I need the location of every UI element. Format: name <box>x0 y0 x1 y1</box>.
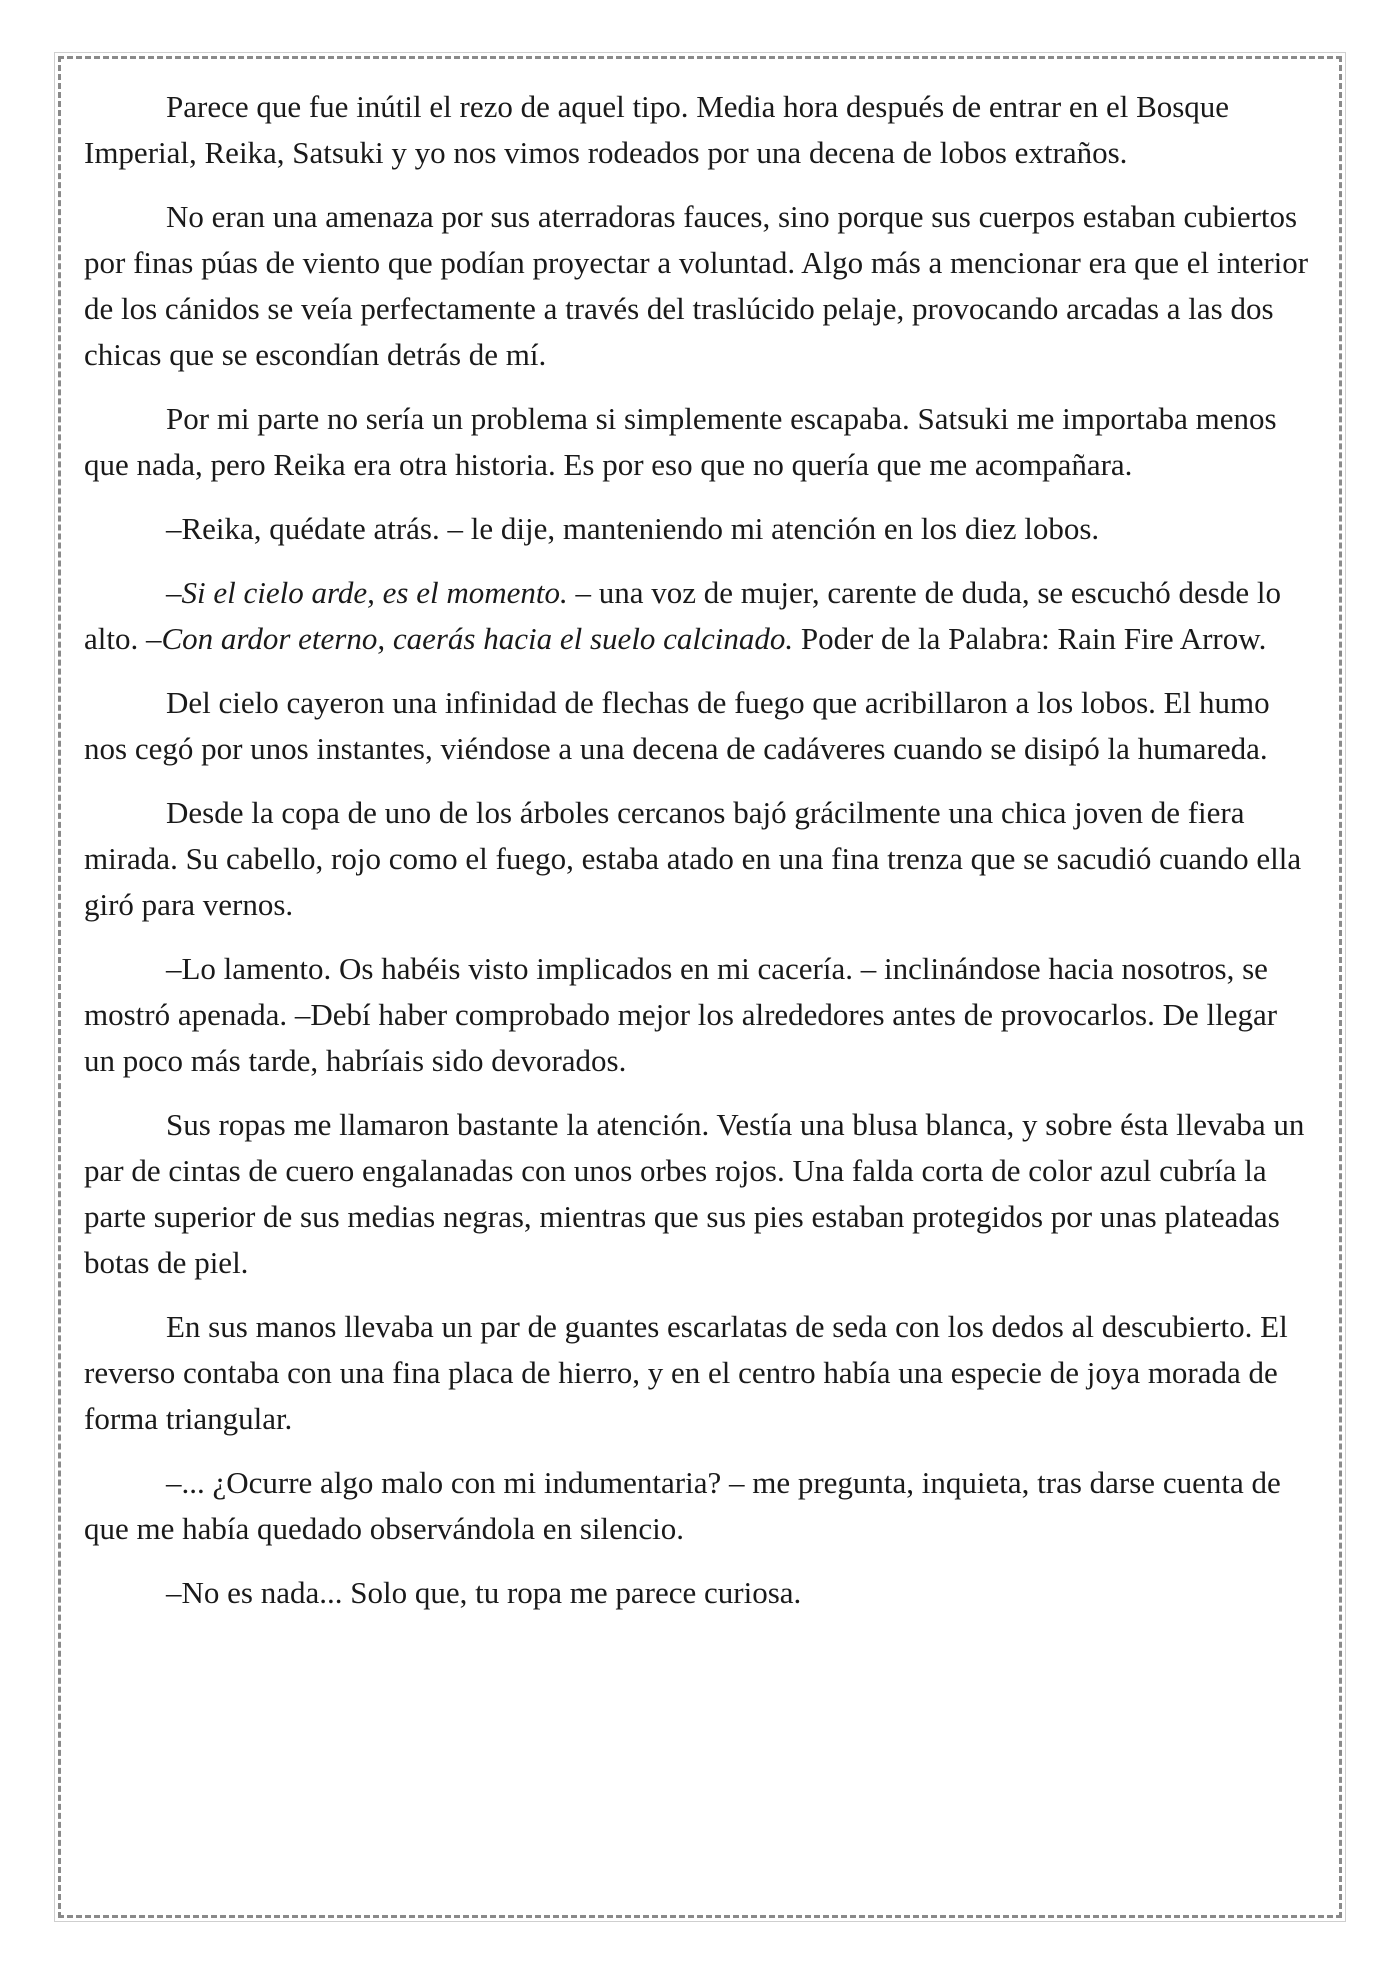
text-run: Del cielo cayeron una infinidad de flechas de fuego que acribillaron a los lobos. El humo nos cegó por unos instantes, viéndose a una decena de cadáveres cuando se disipó la humareda. <box>84 685 1270 766</box>
paragraph-7 <box>84 790 1314 928</box>
paragraph-10 <box>84 1304 1314 1442</box>
text-run: Poder de la Palabra: Rain Fire Arrow. <box>793 621 1267 656</box>
text-run: Por mi parte no sería un problema si simplemente escapaba. Satsuki me importaba menos que nada, pero Reika era otra historia. Es por eso que no quería que me acompañara. <box>84 401 1277 482</box>
paragraph-4 <box>84 506 1314 552</box>
paragraph-9 <box>84 1102 1314 1286</box>
text-run: Desde la copa de uno de los árboles cercanos bajó grácilmente una chica joven de fiera mirada. Su cabello, rojo como el fuego, estaba atado en una fina trenza que se sacudió cuando ella giró para vernos. <box>84 795 1302 922</box>
document-body <box>84 84 1314 1634</box>
paragraph-8 <box>84 946 1314 1084</box>
text-run: –Lo lamento. Os habéis visto implicados en mi cacería. – inclinándose hacia nosotros, se mostró apenada. –Debí haber comprobado mejor los alrededores antes de provocarlos. De llegar un poco más tarde, habríais sido devorados. <box>84 951 1278 1078</box>
paragraph-12 <box>84 1570 1314 1616</box>
text-run: –Reika, quédate atrás. – le dije, manteniendo mi atención en los diez lobos. <box>166 511 1100 546</box>
text-run: – <box>166 575 182 610</box>
paragraph-3 <box>84 396 1314 488</box>
paragraph-11 <box>84 1460 1314 1552</box>
italic-incantation: Con ardor eterno, caerás hacia el suelo calcinado. <box>161 621 794 656</box>
text-run: – una voz de mujer, carente de duda, se escuchó desde lo alto. – <box>84 575 1281 656</box>
italic-incantation: Si el cielo arde, es el momento. <box>181 575 568 610</box>
paragraph-2 <box>84 194 1314 378</box>
text-run: –... ¿Ocurre algo malo con mi indumentaria? – me pregunta, inquieta, tras darse cuenta de que me había quedado observándola en silencio. <box>84 1465 1281 1546</box>
text-run: En sus manos llevaba un par de guantes escarlatas de seda con los dedos al descubierto. El reverso contaba con una fina placa de hierro, y en el centro había una especie de joya morada de forma triangular. <box>84 1309 1288 1436</box>
paragraph-1 <box>84 84 1314 176</box>
paragraph-6 <box>84 680 1314 772</box>
text-run: –No es nada... Solo que, tu ropa me parece curiosa. <box>166 1575 802 1610</box>
text-run: Parece que fue inútil el rezo de aquel tipo. Media hora después de entrar en el Bosque Imperial, Reika, Satsuki y yo nos vimos rodeados por una decena de lobos extraños. <box>84 89 1230 170</box>
text-run: Sus ropas me llamaron bastante la atención. Vestía una blusa blanca, y sobre ésta llevaba un par de cintas de cuero engalanadas con unos orbes rojos. Una falda corta de color azul cubría la parte superior de sus medias negras, mientras que sus pies estaban protegidos por unas plateadas botas de piel. <box>84 1107 1305 1280</box>
text-run: No eran una amenaza por sus aterradoras fauces, sino porque sus cuerpos estaban cubiertos por finas púas de viento que podían proyectar a voluntad. Algo más a mencionar era que el interior de los cánidos se veía perfectamente a través del traslúcido pelaje, provocando arcadas a las dos chicas que se escondían detrás de mí. <box>84 199 1309 372</box>
paragraph-5 <box>84 570 1314 662</box>
